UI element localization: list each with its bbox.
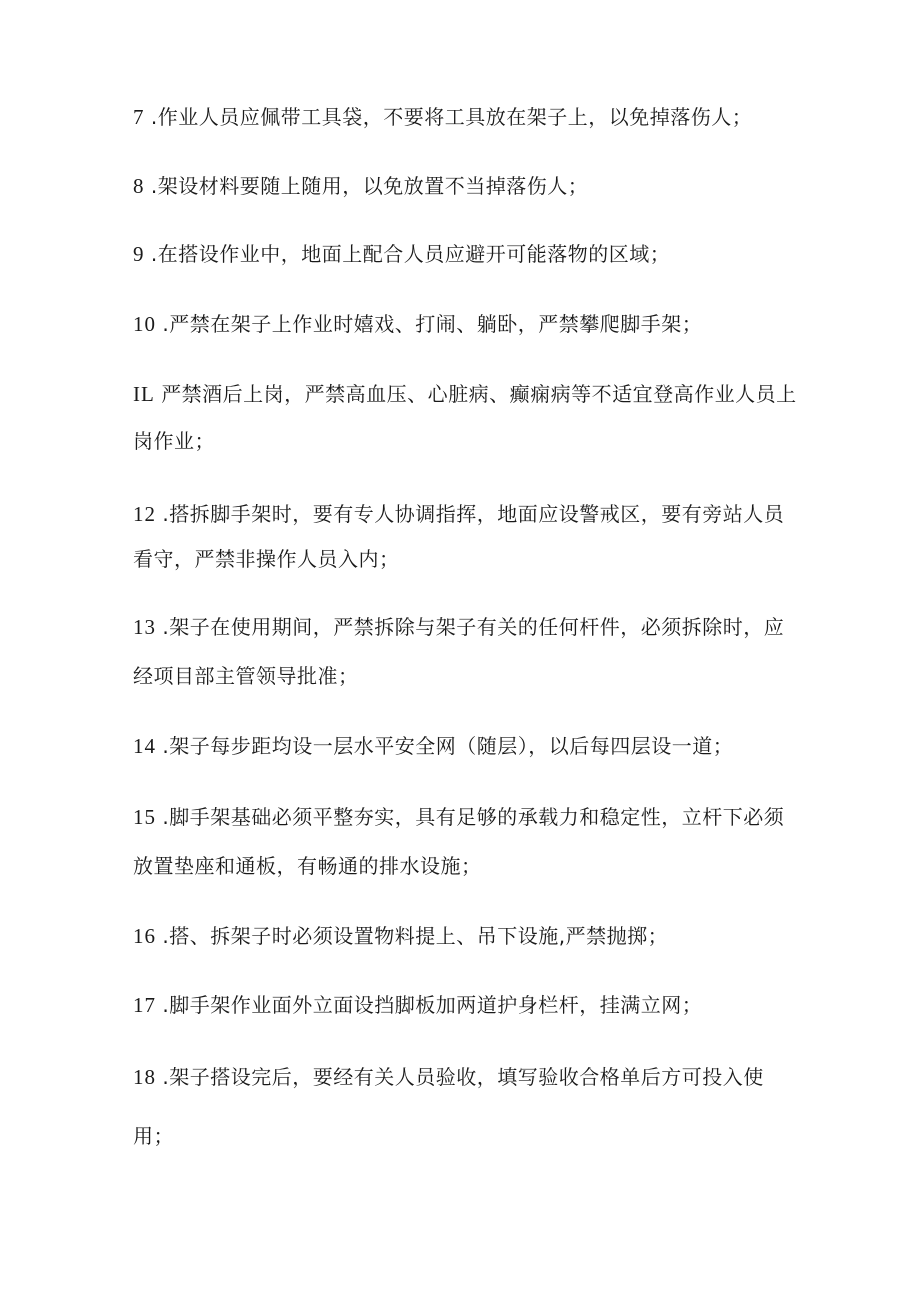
item-text: 用； [133, 1124, 174, 1148]
item-number: 14 [133, 734, 156, 758]
list-item-18-continuation [133, 1122, 813, 1150]
list-item-13 [133, 613, 813, 641]
item-text: .在搭设作业中，地面上配合人员应避开可能落物的区域； [150, 242, 671, 266]
item-number: 15 [133, 805, 156, 829]
list-item-11-continuation [133, 427, 813, 455]
list-item-12-continuation [133, 545, 813, 573]
item-number: 18 [133, 1065, 156, 1089]
item-number: 12 [133, 502, 156, 526]
item-text: 经项目部主管领导批准； [133, 664, 359, 688]
item-text: .作业人员应佩带工具袋，不要将工具放在架子上，以免掉落伤人； [150, 105, 753, 129]
list-item-7 [133, 103, 813, 131]
item-number: 7 [133, 105, 145, 129]
list-item-18 [133, 1063, 813, 1091]
list-item-11 [133, 380, 813, 408]
item-text: .架子搭设完后，要经有关人员验收，填写验收合格单后方可投入使 [162, 1065, 764, 1089]
item-number: 8 [133, 174, 145, 198]
item-number: IL [133, 382, 155, 406]
list-item-8 [133, 172, 813, 200]
list-item-10 [133, 310, 813, 338]
item-text: 岗作业； [133, 429, 215, 453]
item-text: .架设材料要随上随用，以免放置不当掉落伤人； [150, 174, 589, 198]
item-number: 10 [133, 312, 156, 336]
item-text: .搭、拆架子时必须设置物料提上、吊下设施,严禁抛掷； [162, 924, 669, 948]
list-item-9 [133, 240, 813, 268]
item-text: .脚手架基础必须平整夯实，具有足够的承载力和稳定性，立杆下必须 [162, 805, 785, 829]
item-number: 17 [133, 993, 156, 1017]
item-number: 9 [133, 242, 145, 266]
item-text: .架子在使用期间，严禁拆除与架子有关的任何杆件，必须拆除时，应 [162, 615, 785, 639]
list-item-15-continuation [133, 852, 813, 880]
list-item-15 [133, 803, 813, 831]
item-text: .严禁在架子上作业时嬉戏、打闹、躺卧，严禁攀爬脚手架； [162, 312, 703, 336]
list-item-17 [133, 991, 813, 1019]
item-number: 16 [133, 924, 156, 948]
item-text: .架子每步距均设一层水平安全网（随层），以后每四层设一道； [162, 734, 734, 758]
list-item-16 [133, 922, 813, 950]
list-item-14 [133, 732, 813, 760]
item-text: 看守，严禁非操作人员入内； [133, 547, 400, 571]
item-text: .搭拆脚手架时，要有专人协调指挥，地面应设警戒区，要有旁站人员 [162, 502, 785, 526]
item-number: 13 [133, 615, 156, 639]
list-item-13-continuation [133, 662, 813, 690]
item-text: 严禁酒后上岗，严禁高血压、心脏病、癫痫病等不适宜登高作业人员上 [161, 382, 797, 406]
item-text: 放置垫座和通板，有畅通的排水设施； [133, 854, 482, 878]
list-item-12 [133, 500, 813, 528]
item-text: .脚手架作业面外立面设挡脚板加两道护身栏杆，挂满立网； [162, 993, 703, 1017]
